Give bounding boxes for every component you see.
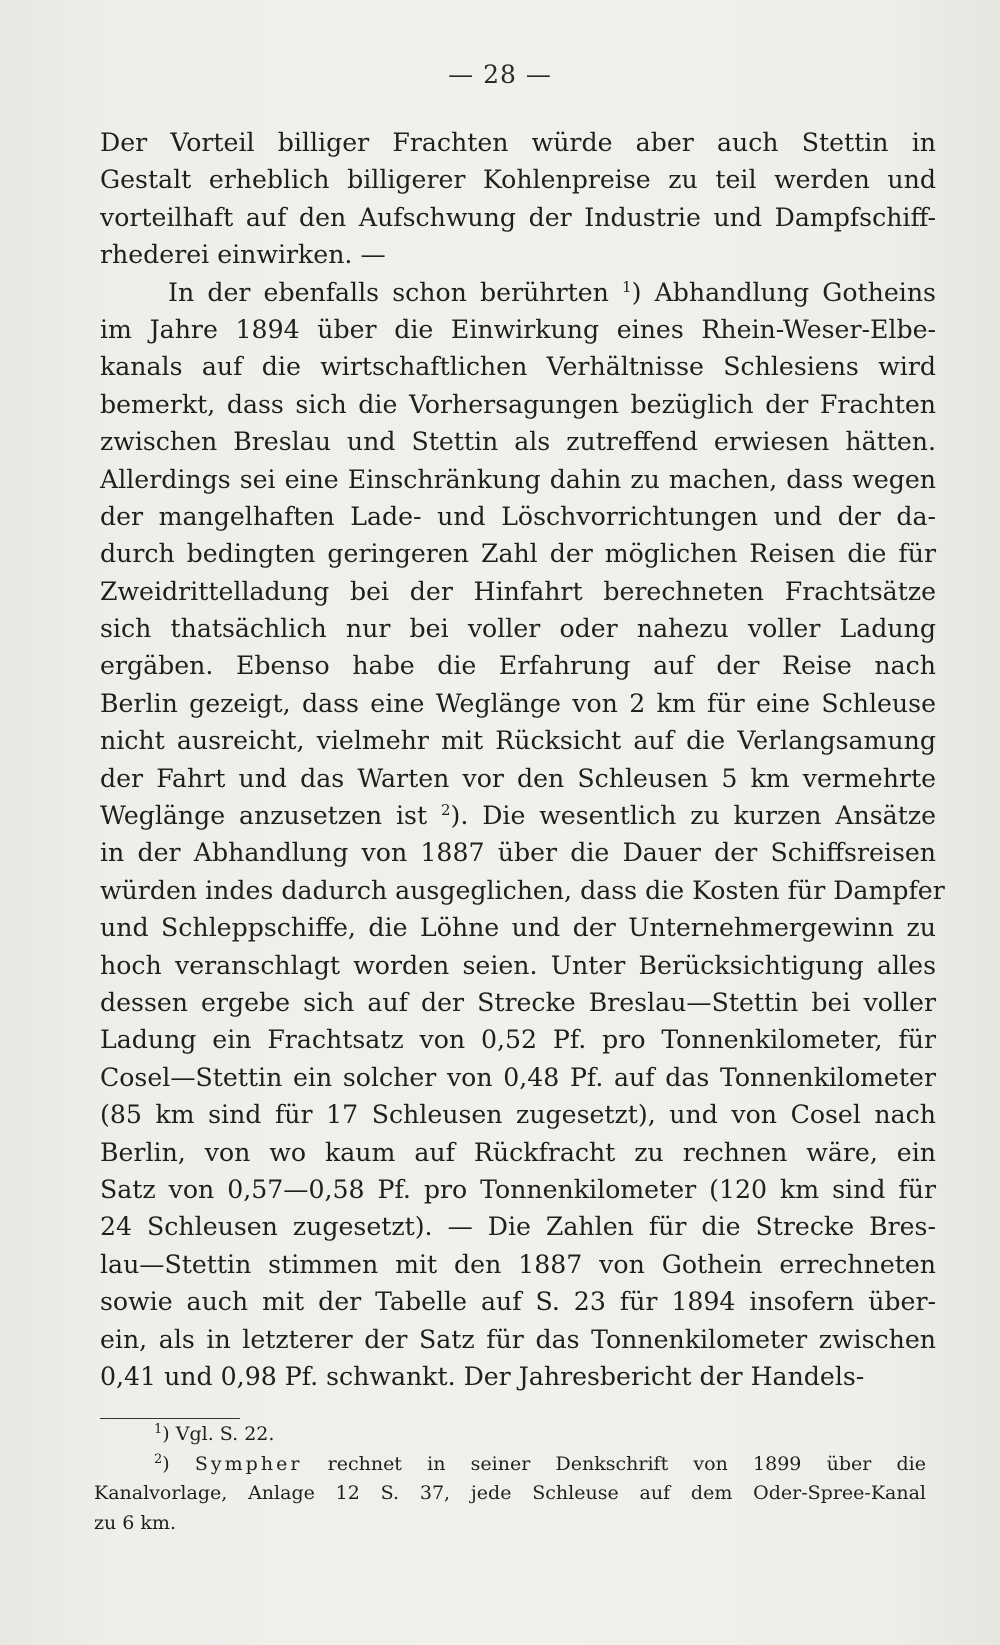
body-text bbox=[100, 124, 945, 1395]
footnote-mark: 1 bbox=[154, 1422, 163, 1437]
footnote-author: Sympher bbox=[194, 1452, 303, 1475]
text-line: 24 Schleusen zugesetzt). — Die Zahlen für die Strecke Bres- bbox=[100, 1212, 936, 1242]
text-line: vorteilhaft auf den Aufschwung der Industrie und Dampfschiff- bbox=[100, 202, 936, 232]
footnote-reference: 2 bbox=[440, 801, 451, 820]
footnote-divider bbox=[100, 1418, 240, 1419]
footnote-1 bbox=[94, 1420, 926, 1450]
text-line: Zweidrittelladung bei der Hinfahrt berechneten Frachtsätze bbox=[100, 576, 936, 606]
text-line: ergäben. Ebenso habe die Erfahrung auf der Reise nach bbox=[100, 651, 936, 681]
text-line: kanals auf die wirtschaftlichen Verhältnisse Schlesiens wird bbox=[100, 352, 936, 382]
text-line: (85 km sind für 17 Schleusen zugesetzt), und von Cosel nach bbox=[100, 1100, 936, 1130]
text-line: zwischen Breslau und Stettin als zutreffend erwiesen hätten. bbox=[100, 427, 936, 457]
text-line: Ladung ein Frachtsatz von 0,52 Pf. pro Tonnenkilometer, für bbox=[100, 1025, 936, 1055]
text-fragment: ) Abhandlung Gotheins bbox=[631, 277, 936, 307]
text-line: Allerdings sei eine Einschränkung dahin zu machen, dass wegen bbox=[100, 464, 936, 494]
text-line: durch bedingten geringeren Zahl der möglichen Reisen die für bbox=[100, 539, 936, 569]
footnote-2-line: Kanalvorlage, Anlage 12 S. 37, jede Schleuse auf dem Oder-Spree-Kanal bbox=[94, 1482, 926, 1504]
text-line bbox=[100, 797, 936, 834]
footnote-text: rechnet in seiner Denkschrift von 1899 über die bbox=[327, 1452, 927, 1475]
footnotes bbox=[94, 1420, 926, 1538]
text-line: 0,41 und 0,98 Pf. schwankt. Der Jahresbericht der Handels- bbox=[100, 1361, 865, 1391]
footnote-reference: 1 bbox=[622, 277, 632, 296]
text-line: der mangelhaften Lade- und Löschvorrichtungen und der da- bbox=[100, 501, 936, 531]
footnote-2-line: zu 6 km. bbox=[94, 1511, 176, 1534]
text-line: Berlin, von wo kaum auf Rückfracht zu rechnen wäre, ein bbox=[100, 1137, 936, 1167]
text-fragment: Weglänge anzusetzen ist bbox=[100, 801, 428, 831]
text-line bbox=[100, 274, 936, 311]
text-line: sowie auch mit der Tabelle auf S. 23 für 1894 insofern über- bbox=[100, 1287, 936, 1317]
text-line: Satz von 0,57—0,58 Pf. pro Tonnenkilometer (120 km sind für bbox=[100, 1174, 936, 1204]
text-line: sich thatsächlich nur bei voller oder nahezu voller Ladung bbox=[100, 614, 936, 644]
footnote-2-line: $^2$) Sympher rechnet in seiner Denkschrift von 1899 über die bbox=[154, 1451, 927, 1475]
text-line: nicht ausreicht, vielmehr mit Rücksicht auf die Verlangsamung bbox=[100, 726, 936, 756]
text-line: hoch veranschlagt worden seien. Unter Berücksichtigung alles bbox=[100, 950, 936, 980]
text-line: der Fahrt und das Warten vor den Schleusen 5 km vermehrte bbox=[100, 763, 936, 793]
text-line: in der Abhandlung von 1887 über die Dauer der Schiffsreisen bbox=[100, 838, 936, 868]
text-line: rhederei einwirken. — bbox=[100, 240, 386, 270]
text-line: und Schleppschiffe, die Löhne und der Unternehmergewinn zu bbox=[100, 913, 936, 943]
text-line: Gestalt erheblich billigerer Kohlenpreise zu teil werden und bbox=[100, 165, 936, 195]
text-line: ein, als in letzterer der Satz für das Tonnenkilometer zwischen bbox=[100, 1324, 936, 1354]
text-line: dessen ergebe sich auf der Strecke Breslau—Stettin bei voller bbox=[100, 987, 936, 1017]
text-line: im Jahre 1894 über die Einwirkung eines Rhein-Weser-Elbe- bbox=[100, 314, 936, 344]
text-fragment: ). Die wesentlich zu kurzen Ansätze bbox=[450, 801, 936, 831]
text-line: bemerkt, dass sich die Vorhersagungen bezüglich der Frachten bbox=[100, 389, 936, 419]
text-line: Der Vorteil billiger Frachten würde aber auch Stettin in bbox=[100, 128, 936, 157]
text-line: Cosel—Stettin ein solcher von 0,48 Pf. auf das Tonnenkilometer bbox=[100, 1062, 936, 1092]
page-number: — 28 — bbox=[448, 60, 552, 89]
text-line: lau—Stettin stimmen mit den 1887 von Gothein errechneten bbox=[100, 1249, 936, 1279]
text-fragment: In der ebenfalls schon berührten bbox=[168, 277, 609, 307]
footnote-mark: 2 bbox=[154, 1451, 163, 1467]
text-line: Berlin gezeigt, dass eine Weglänge von 2 km für eine Schleuse bbox=[100, 688, 936, 718]
text-line: würden indes dadurch ausgeglichen, dass die Kosten für Dampfer bbox=[100, 875, 945, 905]
footnote-text: ) Vgl. S. 22. bbox=[162, 1423, 275, 1445]
